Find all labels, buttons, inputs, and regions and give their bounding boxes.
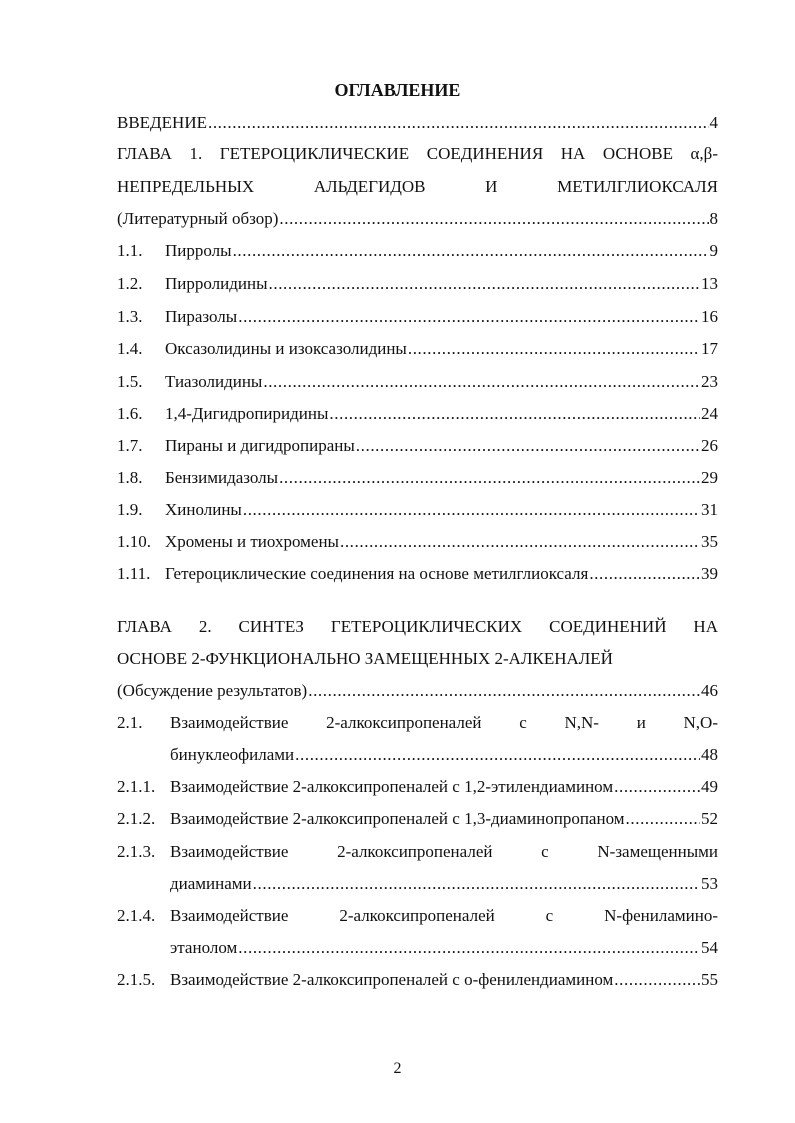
dot-leader (589, 563, 700, 585)
toc-entry-page: 39 (701, 564, 718, 583)
toc-entry-chapter-2-cont[interactable] (117, 680, 718, 702)
toc-entry-chapter-1-cont[interactable] (117, 208, 718, 230)
toc-entry-text: НЕПРЕДЕЛЬНЫХ АЛЬДЕГИДОВ И МЕТИЛГЛИОКСАЛЯ (117, 177, 718, 196)
dot-leader (279, 208, 708, 230)
toc-entry-text: Хинолины (165, 500, 242, 519)
toc-entry-text: Взаимодействие 2-алкоксипропеналей с N,N- и N,O- (170, 713, 718, 732)
toc-entry-1-10[interactable] (117, 531, 718, 553)
toc-entry-number: 1.4. (117, 339, 143, 358)
toc-entry-text: Взаимодействие 2-алкоксипропеналей с N-фениламино- (170, 906, 718, 925)
toc-entry-chapter-2[interactable] (117, 616, 718, 638)
toc-entry-text: ГЛАВА 1. ГЕТЕРОЦИКЛИЧЕСКИЕ СОЕДИНЕНИЯ НА ОСНОВЕ α,β- (117, 144, 718, 163)
dot-leader (233, 240, 709, 262)
toc-entry-number: 1.10. (117, 532, 151, 551)
dot-leader (208, 112, 709, 134)
dot-leader (238, 306, 700, 328)
toc-entry-text: Взаимодействие 2-алкоксипропеналей с 1,2-этилендиамином (170, 777, 614, 796)
dot-leader (238, 937, 700, 959)
toc-entry-number: 2.1.4. (117, 906, 156, 925)
toc-entry-text: ОСНОВЕ 2-ФУНКЦИОНАЛЬНО ЗАМЕЩЕННЫХ 2-АЛКЕНАЛЕЙ (117, 649, 613, 668)
dot-leader (356, 435, 700, 457)
toc-entry-2-1-cont[interactable] (117, 744, 718, 766)
toc-entry-number: 1.6. (117, 404, 143, 423)
dot-leader (253, 873, 700, 895)
toc-entry-2-1-3[interactable] (117, 841, 718, 863)
dot-leader (279, 467, 700, 489)
toc-title: ОГЛАВЛЕНИЕ (334, 80, 461, 100)
toc-entry-1-9[interactable] (117, 499, 718, 521)
toc-entry-page: 53 (701, 874, 718, 893)
toc-entry-page: 23 (701, 372, 718, 391)
toc-entry-page: 55 (701, 970, 718, 989)
toc-entry-chapter-1-cont[interactable] (117, 176, 718, 198)
toc-entry-page: 48 (701, 745, 718, 764)
toc-entry-text: Взаимодействие 2-алкоксипропеналей с 1,3-диаминопропаном (170, 809, 625, 828)
toc-entry-2-1[interactable] (117, 712, 718, 734)
toc-entry-2-1-1[interactable] (117, 776, 718, 798)
toc-entry-number: 2.1. (117, 713, 143, 732)
toc-entry-text: диаминами (170, 874, 252, 893)
toc-entry-number: 1.3. (117, 307, 143, 326)
toc-entry-number: 2.1.3. (117, 842, 156, 861)
toc-entry-1-2[interactable] (117, 273, 718, 295)
toc-entry-1-5[interactable] (117, 371, 718, 393)
toc-entry-number: 1.2. (117, 274, 143, 293)
toc-entry-page: 31 (701, 500, 718, 519)
toc-entry-text: этанолом (170, 938, 238, 957)
dot-leader (340, 531, 700, 553)
toc-entry-number: 1.7. (117, 436, 143, 455)
toc-entry-text: Взаимодействие 2-алкоксипропеналей с о-фенилендиамином (170, 970, 614, 989)
toc-entry-chapter-2-cont[interactable] (117, 648, 718, 670)
toc-entry-1-11[interactable] (117, 563, 718, 585)
toc-entry-page: 26 (701, 436, 718, 455)
toc-entry-text: Тиазолидины (165, 372, 263, 391)
toc-entry-1-3[interactable] (117, 306, 718, 328)
dot-leader (626, 808, 700, 830)
toc-entry-introduction[interactable] (117, 112, 718, 134)
page-number: 2 (393, 1060, 402, 1077)
toc-entry-page: 29 (701, 468, 718, 487)
toc-entry-text: 1,4-Дигидропиридины (165, 404, 329, 423)
toc-entry-number: 1.9. (117, 500, 143, 519)
toc-entry-2-1-2[interactable] (117, 808, 718, 830)
toc-entry-page: 8 (709, 209, 718, 228)
dot-leader (243, 499, 700, 521)
toc-entry-text: Пирролидины (165, 274, 268, 293)
toc-entry-text: Взаимодействие 2-алкоксипропеналей с N-замещенными (170, 842, 718, 861)
toc-entry-1-7[interactable] (117, 435, 718, 457)
dot-leader (263, 371, 700, 393)
toc-entry-page: 17 (701, 339, 718, 358)
toc-entry-text: Гетероциклические соединения на основе метилглиоксаля (165, 564, 589, 583)
toc-entry-number: 1.11. (117, 564, 151, 583)
toc-entry-chapter-1[interactable] (117, 143, 718, 165)
toc-entry-text: ГЛАВА 2. СИНТЕЗ ГЕТЕРОЦИКЛИЧЕСКИХ СОЕДИНЕНИЙ НА (117, 617, 718, 636)
toc-entry-number: 2.1.5. (117, 970, 156, 989)
toc-entry-1-4[interactable] (117, 338, 718, 360)
toc-entry-text: бинуклеофилами (170, 745, 295, 764)
toc-entry-text: Хромены и тиохромены (165, 532, 339, 551)
toc-entry-number: 1.8. (117, 468, 143, 487)
toc-entry-1-8[interactable] (117, 467, 718, 489)
toc-entry-page: 35 (701, 532, 718, 551)
toc-entry-text: Пираны и дигидропираны (165, 436, 355, 455)
dot-leader (614, 776, 700, 798)
toc-entry-1-6[interactable] (117, 403, 718, 425)
toc-entry-page: 52 (701, 809, 718, 828)
dot-leader (329, 403, 700, 425)
toc-entry-page: 13 (701, 274, 718, 293)
toc-entry-page: 4 (709, 113, 718, 132)
toc-entry-page: 49 (701, 777, 718, 796)
toc-entry-text: Оксазолидины и изоксазолидины (165, 339, 407, 358)
toc-entry-text: (Обсуждение результатов) (117, 681, 308, 700)
toc-entry-number: 1.1. (117, 241, 143, 260)
dot-leader (308, 680, 700, 702)
toc-entry-page: 24 (701, 404, 718, 423)
dot-leader (408, 338, 700, 360)
toc-entry-1-1[interactable] (117, 240, 718, 262)
dot-leader (269, 273, 701, 295)
toc-entry-page: 54 (701, 938, 718, 957)
toc-entry-text: Пиразолы (165, 307, 238, 326)
toc-entry-2-1-4-cont[interactable] (117, 937, 718, 959)
toc-entry-2-1-4[interactable] (117, 905, 718, 927)
toc-entry-text: ВВЕДЕНИЕ (117, 113, 207, 132)
toc-entry-number: 2.1.1. (117, 777, 156, 796)
toc-entry-page: 46 (701, 681, 718, 700)
toc-entry-2-1-3-cont[interactable] (117, 873, 718, 895)
toc-entry-page: 16 (701, 307, 718, 326)
toc-entry-text: Пирролы (165, 241, 232, 260)
toc-entry-text: (Литературный обзор) (117, 209, 279, 228)
toc-entry-page: 9 (709, 241, 718, 260)
dot-leader (295, 744, 700, 766)
toc-entry-text: Бензимидазолы (165, 468, 279, 487)
dot-leader (614, 969, 700, 991)
toc-entry-number: 1.5. (117, 372, 143, 391)
toc-entry-2-1-5[interactable] (117, 969, 718, 991)
toc-entry-number: 2.1.2. (117, 809, 156, 828)
